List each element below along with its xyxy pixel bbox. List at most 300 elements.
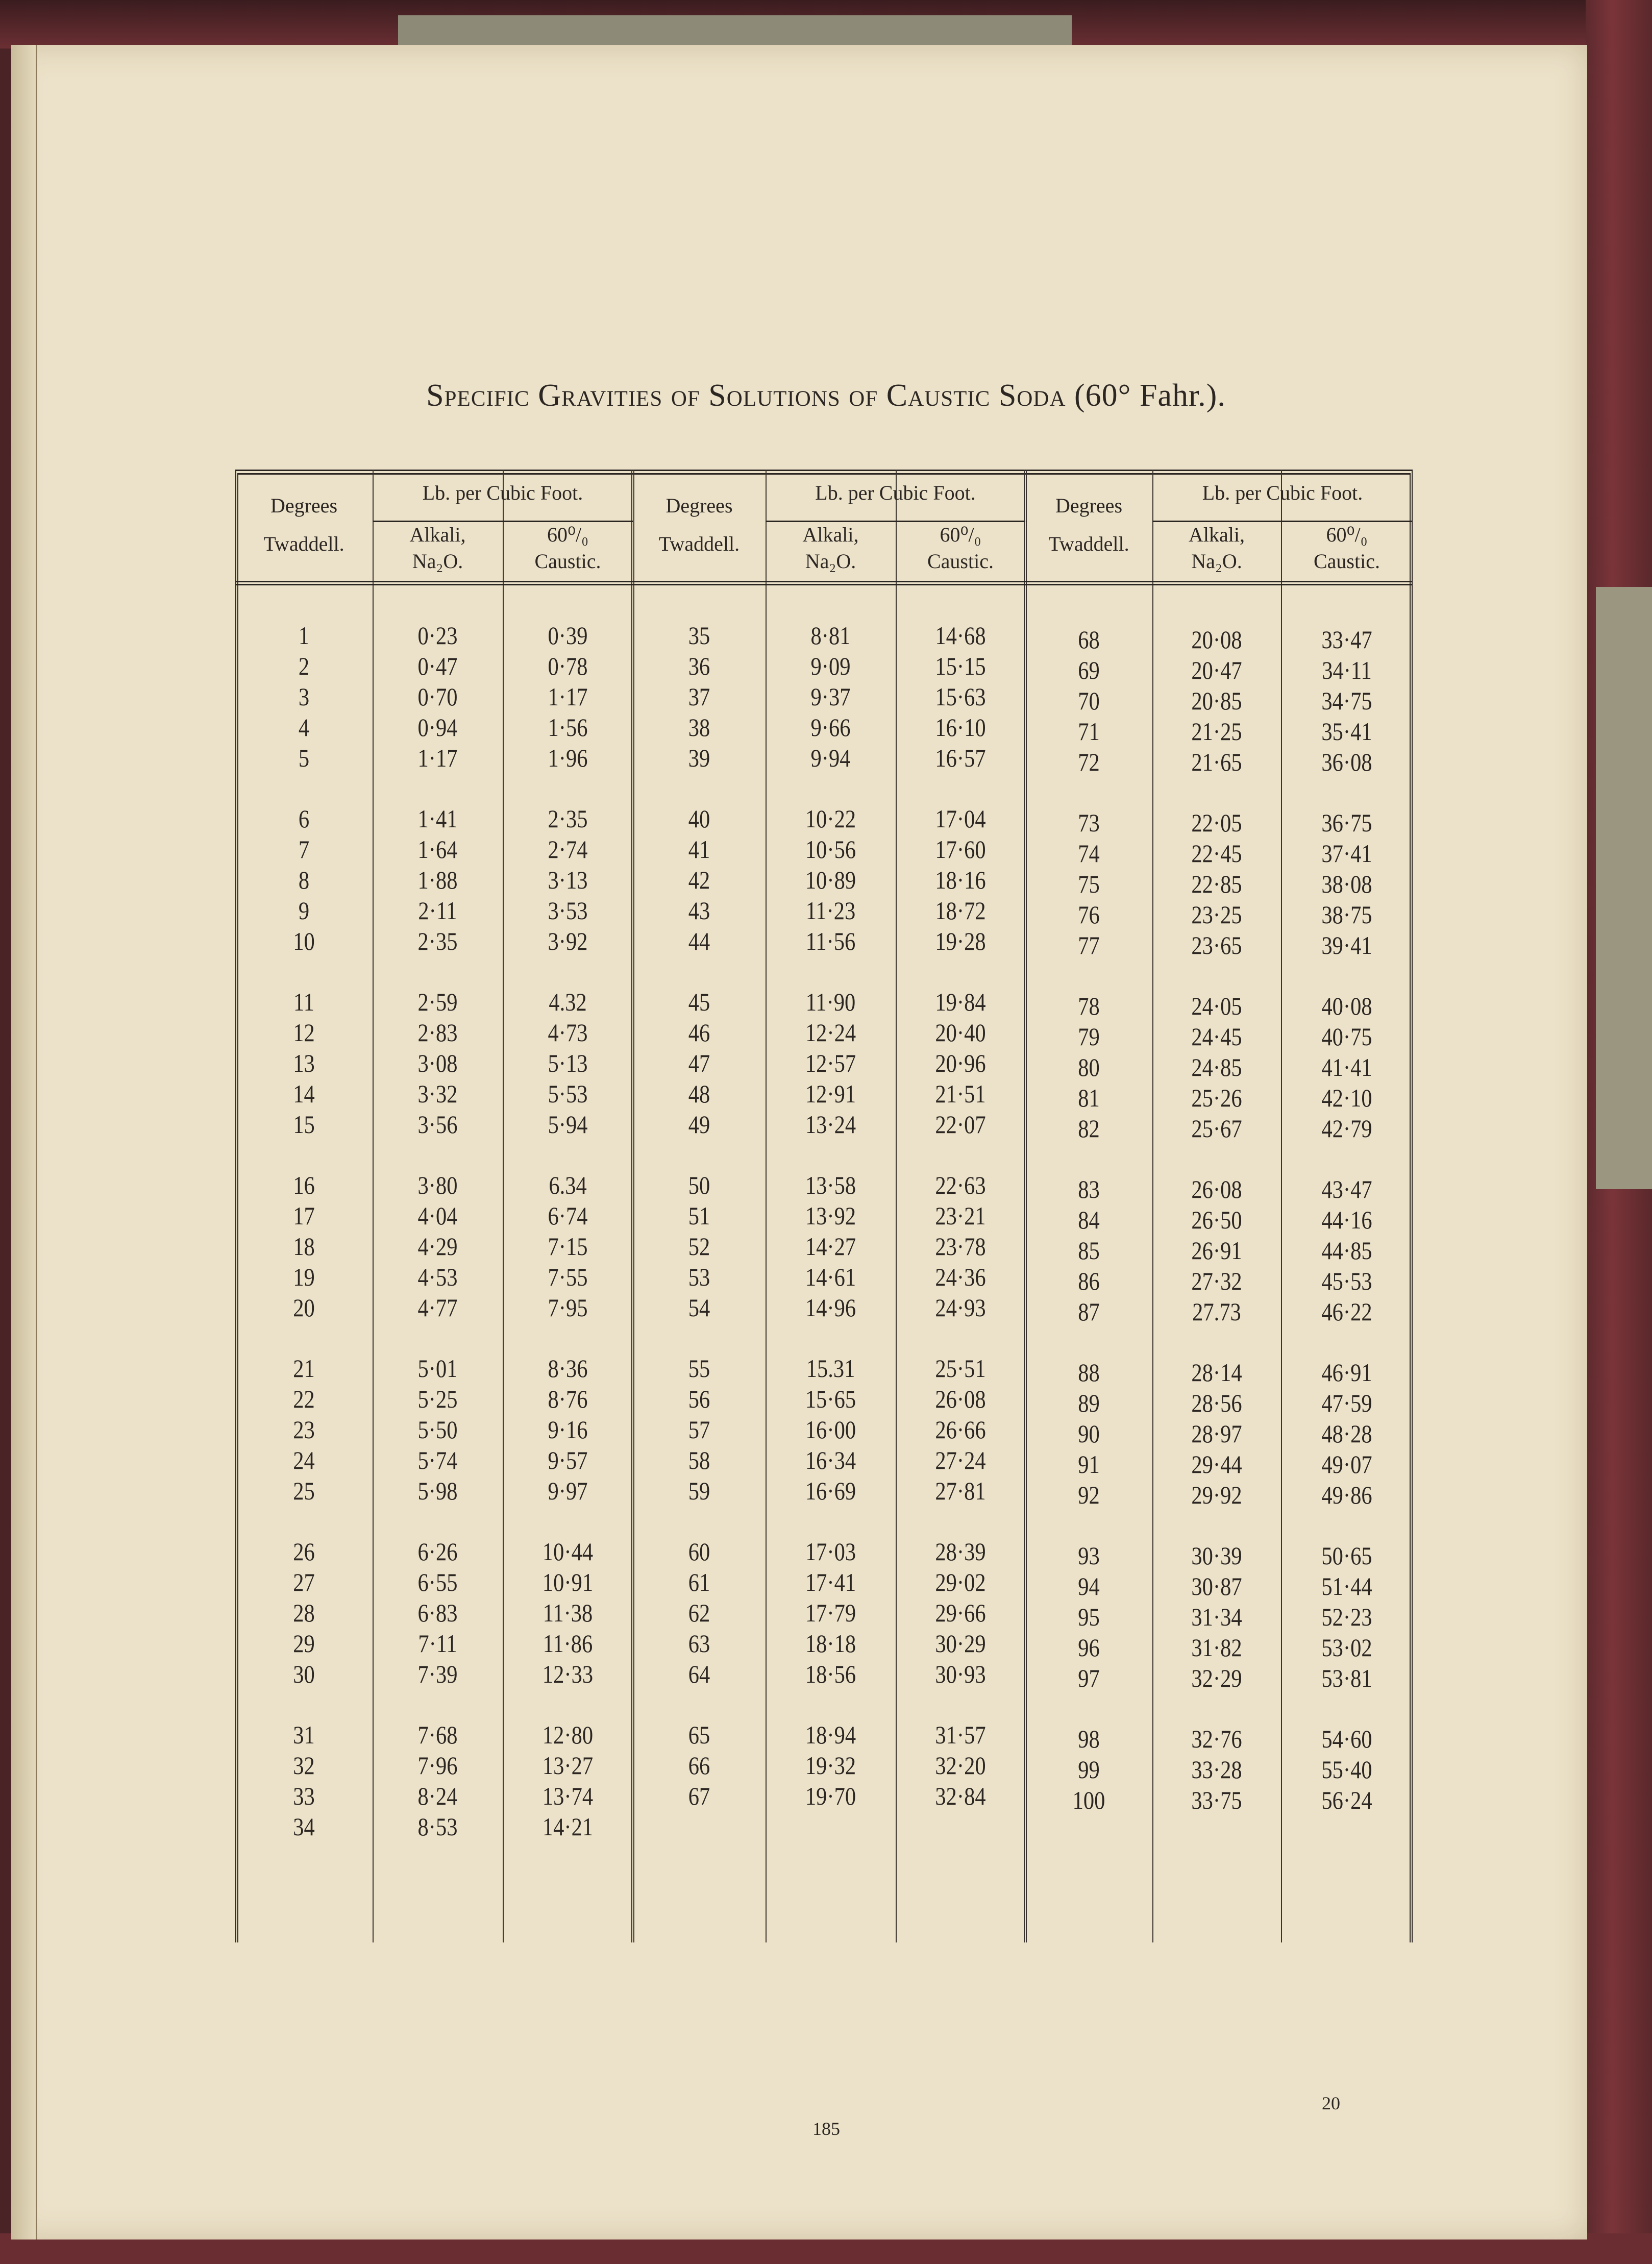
- alkali-na2o-cell: 5·98: [417, 1476, 458, 1505]
- alkali-na2o-cell: 16·34: [805, 1446, 856, 1474]
- degrees-twaddell-cell: 99: [1078, 1755, 1100, 1784]
- degrees-twaddell-cell: 21: [293, 1354, 315, 1383]
- alkali-na2o-cell: 27.73: [1192, 1297, 1241, 1326]
- caustic-60-cell: 43·47: [1321, 1175, 1372, 1203]
- title-main: Specific Gravities of Solutions of Caustic Soda: [426, 378, 1066, 413]
- alkali-na2o-cell: 9·94: [810, 744, 851, 772]
- caustic-60-cell: 16·10: [935, 713, 986, 742]
- caustic-60-cell: 22·63: [935, 1171, 986, 1199]
- caustic-60-cell: 42·10: [1321, 1084, 1372, 1112]
- caustic-60-cell: 5·13: [548, 1049, 588, 1077]
- alkali-na2o-cell: 0·94: [417, 713, 458, 742]
- degrees-twaddell-cell: 51: [688, 1201, 710, 1230]
- alkali-header: Alkali,: [409, 523, 466, 546]
- column-divider: [896, 470, 897, 1942]
- degrees-twaddell-cell: 9: [298, 896, 310, 925]
- degrees-twaddell-cell: 64: [688, 1660, 710, 1688]
- caustic-header: Caustic.: [1314, 550, 1380, 573]
- caustic-60-cell: 20·96: [935, 1049, 986, 1077]
- alkali-na2o-cell: 11·23: [805, 896, 856, 925]
- degrees-twaddell-cell: 80: [1078, 1053, 1100, 1081]
- caustic-60-cell: 26·66: [935, 1415, 986, 1444]
- degrees-twaddell-cell: 79: [1078, 1022, 1100, 1051]
- caustic-60-cell: 30·29: [935, 1629, 986, 1658]
- na2o-header: Na₂O.: [1191, 550, 1242, 573]
- alkali-na2o-cell: 0·47: [417, 652, 458, 680]
- alkali-na2o-cell: 11·56: [805, 927, 856, 955]
- caustic-60-cell: 31·57: [935, 1720, 986, 1749]
- na2o-header: Na₂O.: [805, 550, 856, 573]
- degrees-twaddell-cell: 47: [688, 1049, 710, 1077]
- alkali-na2o-cell: 21·25: [1191, 717, 1242, 746]
- degrees-twaddell-cell: 14: [293, 1079, 315, 1108]
- degrees-twaddell-cell: 68: [1078, 625, 1100, 654]
- alkali-na2o-cell: 28·14: [1191, 1358, 1242, 1387]
- caustic-60-cell: 4·73: [548, 1018, 588, 1047]
- caustic-60-cell: 4.32: [549, 988, 587, 1016]
- caustic-60-cell: 15·15: [935, 652, 986, 680]
- caustic-60-cell: 8·76: [548, 1385, 588, 1413]
- alkali-na2o-cell: 6·83: [417, 1598, 458, 1627]
- degrees-twaddell-cell: 75: [1078, 870, 1100, 898]
- alkali-na2o-cell: 3·08: [417, 1049, 458, 1077]
- degrees-twaddell-cell: 42: [688, 866, 710, 894]
- alkali-na2o-cell: 22·45: [1191, 839, 1242, 868]
- alkali-na2o-cell: 4·29: [417, 1232, 458, 1261]
- caustic-60-cell: 0·78: [548, 652, 588, 680]
- alkali-na2o-cell: 24·85: [1191, 1053, 1242, 1081]
- alkali-na2o-cell: 14·27: [805, 1232, 856, 1261]
- caustic-60-cell: 7·95: [548, 1293, 588, 1322]
- degrees-twaddell-cell: 24: [293, 1446, 315, 1474]
- column-divider: [1281, 470, 1282, 1942]
- caustic-60-cell: 49·86: [1321, 1481, 1372, 1509]
- page-title: [0, 378, 1652, 414]
- alkali-na2o-cell: 1·64: [417, 835, 458, 864]
- alkali-na2o-cell: 16·69: [805, 1476, 856, 1505]
- alkali-na2o-cell: 6·26: [417, 1537, 458, 1566]
- degrees-twaddell-cell: 82: [1078, 1114, 1100, 1143]
- degrees-twaddell-cell: 46: [688, 1018, 710, 1047]
- caustic-60-cell: 16·57: [935, 744, 986, 772]
- degrees-twaddell-cell: 20: [293, 1293, 315, 1322]
- degrees-twaddell-cell: 33: [293, 1782, 315, 1810]
- caustic-percent-header: 60⁰/₀: [547, 523, 589, 546]
- degrees-twaddell-cell: 4: [298, 713, 310, 742]
- alkali-na2o-cell: 30·39: [1191, 1541, 1242, 1570]
- degrees-header: Degrees: [1055, 494, 1123, 517]
- caustic-60-cell: 5·53: [548, 1079, 588, 1108]
- binding-tape-right: [1596, 587, 1652, 1189]
- degrees-twaddell-cell: 65: [688, 1720, 710, 1749]
- caustic-60-cell: 27·24: [935, 1446, 986, 1474]
- twaddell-header: Twaddell.: [263, 532, 344, 555]
- alkali-na2o-cell: 2·59: [417, 988, 458, 1016]
- degrees-twaddell-cell: 71: [1078, 717, 1100, 746]
- degrees-twaddell-cell: 53: [688, 1263, 710, 1291]
- degrees-twaddell-cell: 66: [688, 1751, 710, 1780]
- degrees-twaddell-cell: 77: [1078, 931, 1100, 959]
- column-divider: [503, 470, 504, 1942]
- column-divider: [1152, 470, 1153, 1942]
- degrees-twaddell-cell: 15: [293, 1110, 315, 1139]
- alkali-na2o-cell: 14·96: [805, 1293, 856, 1322]
- alkali-na2o-cell: 6·55: [417, 1568, 458, 1596]
- caustic-60-cell: 25·51: [935, 1354, 986, 1383]
- degrees-twaddell-cell: 34: [293, 1812, 315, 1841]
- caustic-60-cell: 7·15: [548, 1232, 588, 1261]
- alkali-na2o-cell: 25·26: [1191, 1084, 1242, 1112]
- alkali-na2o-cell: 22·85: [1191, 870, 1242, 898]
- alkali-na2o-cell: 19·32: [805, 1751, 856, 1780]
- caustic-60-cell: 41·41: [1321, 1053, 1372, 1081]
- degrees-twaddell-cell: 22: [293, 1385, 315, 1413]
- degrees-twaddell-cell: 37: [688, 682, 710, 711]
- caustic-60-cell: 50·65: [1321, 1541, 1372, 1570]
- caustic-60-cell: 55·40: [1321, 1755, 1372, 1784]
- alkali-na2o-cell: 26·91: [1191, 1236, 1242, 1265]
- degrees-twaddell-cell: 61: [688, 1568, 710, 1596]
- alkali-na2o-cell: 17·03: [805, 1537, 856, 1566]
- caustic-60-cell: 48·28: [1321, 1419, 1372, 1448]
- alkali-na2o-cell: 24·05: [1191, 992, 1242, 1020]
- caustic-60-cell: 10·91: [542, 1568, 594, 1596]
- degrees-twaddell-cell: 45: [688, 988, 710, 1016]
- degrees-twaddell-cell: 89: [1078, 1389, 1100, 1417]
- alkali-na2o-cell: 9·09: [810, 652, 851, 680]
- degrees-twaddell-cell: 92: [1078, 1481, 1100, 1509]
- alkali-na2o-cell: 13·92: [805, 1201, 856, 1230]
- alkali-na2o-cell: 7·68: [417, 1720, 458, 1749]
- degrees-header: Degrees: [270, 494, 338, 517]
- caustic-60-cell: 27·81: [935, 1476, 986, 1505]
- caustic-60-cell: 12·33: [542, 1660, 594, 1688]
- degrees-twaddell-cell: 88: [1078, 1358, 1100, 1387]
- caustic-60-cell: 8·36: [548, 1354, 588, 1383]
- degrees-twaddell-cell: 100: [1072, 1786, 1105, 1814]
- alkali-na2o-cell: 33·75: [1191, 1786, 1242, 1814]
- caustic-60-cell: 53·81: [1321, 1664, 1372, 1692]
- alkali-na2o-cell: 7·39: [417, 1660, 458, 1688]
- alkali-na2o-cell: 7·96: [417, 1751, 458, 1780]
- degrees-twaddell-cell: 63: [688, 1629, 710, 1658]
- alkali-na2o-cell: 25·67: [1191, 1114, 1242, 1143]
- degrees-twaddell-cell: 67: [688, 1782, 710, 1810]
- caustic-60-cell: 9·57: [548, 1446, 588, 1474]
- caustic-60-cell: 1·56: [548, 713, 588, 742]
- caustic-60-cell: 12·80: [542, 1720, 594, 1749]
- caustic-60-cell: 23·78: [935, 1232, 986, 1261]
- degrees-twaddell-cell: 1: [298, 621, 310, 650]
- caustic-60-cell: 34·75: [1321, 686, 1372, 715]
- caustic-header: Caustic.: [927, 550, 994, 573]
- caustic-60-cell: 3·92: [548, 927, 588, 955]
- degrees-twaddell-cell: 36: [688, 652, 710, 680]
- alkali-na2o-cell: 1·88: [417, 866, 458, 894]
- alkali-na2o-cell: 24·45: [1191, 1022, 1242, 1051]
- alkali-na2o-cell: 19·70: [805, 1782, 856, 1810]
- degrees-twaddell-cell: 85: [1078, 1236, 1100, 1265]
- caustic-60-cell: 2·35: [548, 804, 588, 833]
- degrees-twaddell-cell: 94: [1078, 1572, 1100, 1601]
- degrees-twaddell-cell: 78: [1078, 992, 1100, 1020]
- caustic-60-cell: 30·93: [935, 1660, 986, 1688]
- caustic-60-cell: 54·60: [1321, 1725, 1372, 1753]
- alkali-na2o-cell: 26·50: [1191, 1205, 1242, 1234]
- alkali-na2o-cell: 16·00: [805, 1415, 856, 1444]
- degrees-twaddell-cell: 29: [293, 1629, 315, 1658]
- degrees-twaddell-cell: 72: [1078, 748, 1100, 776]
- alkali-na2o-cell: 13·24: [805, 1110, 856, 1139]
- caustic-60-cell: 34·11: [1322, 656, 1372, 684]
- alkali-na2o-cell: 10·56: [805, 835, 856, 864]
- caustic-60-cell: 20·40: [935, 1018, 986, 1047]
- degrees-twaddell-cell: 81: [1078, 1084, 1100, 1112]
- caustic-header: Caustic.: [534, 550, 601, 573]
- degrees-twaddell-cell: 91: [1078, 1450, 1100, 1479]
- degrees-twaddell-cell: 87: [1078, 1297, 1100, 1326]
- alkali-na2o-cell: 20·47: [1191, 656, 1242, 684]
- caustic-60-cell: 2·74: [548, 835, 588, 864]
- alkali-na2o-cell: 12·24: [805, 1018, 856, 1047]
- degrees-twaddell-cell: 12: [293, 1018, 315, 1047]
- degrees-twaddell-cell: 84: [1078, 1205, 1100, 1234]
- degrees-twaddell-cell: 96: [1078, 1633, 1100, 1662]
- degrees-twaddell-cell: 40: [688, 804, 710, 833]
- degrees-twaddell-cell: 58: [688, 1446, 710, 1474]
- alkali-na2o-cell: 29·92: [1191, 1481, 1242, 1509]
- alkali-na2o-cell: 33·28: [1191, 1755, 1242, 1784]
- degrees-twaddell-cell: 56: [688, 1385, 710, 1413]
- caustic-60-cell: 36·75: [1321, 808, 1372, 837]
- alkali-na2o-cell: 10·22: [805, 804, 856, 833]
- alkali-na2o-cell: 29·44: [1191, 1450, 1242, 1479]
- caustic-60-cell: 35·41: [1321, 717, 1372, 746]
- alkali-na2o-cell: 2·11: [418, 896, 457, 925]
- alkali-na2o-cell: 8·81: [810, 621, 851, 650]
- column-divider: [373, 470, 374, 1942]
- caustic-60-cell: 39·41: [1321, 931, 1372, 959]
- caustic-60-cell: 56·24: [1321, 1786, 1372, 1814]
- alkali-na2o-cell: 5·01: [417, 1354, 458, 1383]
- twaddell-header: Twaddell.: [1048, 532, 1129, 555]
- alkali-na2o-cell: 2·35: [417, 927, 458, 955]
- alkali-na2o-cell: 11·90: [805, 988, 856, 1016]
- caustic-60-cell: 7·55: [548, 1263, 588, 1291]
- degrees-twaddell-cell: 69: [1078, 656, 1100, 684]
- caustic-60-cell: 22·07: [935, 1110, 986, 1139]
- alkali-na2o-cell: 2·83: [417, 1018, 458, 1047]
- caustic-60-cell: 38·75: [1321, 900, 1372, 929]
- caustic-60-cell: 9·97: [548, 1476, 588, 1505]
- degrees-twaddell-cell: 54: [688, 1293, 710, 1322]
- alkali-na2o-cell: 30·87: [1191, 1572, 1242, 1601]
- degrees-twaddell-cell: 97: [1078, 1664, 1100, 1692]
- caustic-60-cell: 23·21: [935, 1201, 986, 1230]
- alkali-na2o-cell: 18·94: [805, 1720, 856, 1749]
- degrees-twaddell-cell: 8: [298, 866, 310, 894]
- caustic-60-cell: 29·02: [935, 1568, 986, 1596]
- caustic-60-cell: 42·79: [1321, 1114, 1372, 1143]
- caustic-60-cell: 46·91: [1321, 1358, 1372, 1387]
- degrees-twaddell-cell: 27: [293, 1568, 315, 1596]
- alkali-na2o-cell: 4·53: [417, 1263, 458, 1291]
- caustic-60-cell: 52·23: [1321, 1603, 1372, 1631]
- na2o-header: Na₂O.: [412, 550, 463, 573]
- degrees-twaddell-cell: 26: [293, 1537, 315, 1566]
- degrees-twaddell-cell: 39: [688, 744, 710, 772]
- degrees-twaddell-cell: 7: [298, 835, 310, 864]
- caustic-60-cell: 11·86: [543, 1629, 593, 1658]
- caustic-60-cell: 15·63: [935, 682, 986, 711]
- alkali-na2o-cell: 4·77: [417, 1293, 458, 1322]
- alkali-na2o-cell: 0·23: [417, 621, 458, 650]
- lb-per-cubic-foot-header: Lb. per Cubic Foot.: [1202, 481, 1363, 504]
- caustic-60-cell: 6·74: [548, 1201, 588, 1230]
- degrees-twaddell-cell: 86: [1078, 1267, 1100, 1295]
- caustic-60-cell: 26·08: [935, 1385, 986, 1413]
- degrees-twaddell-cell: 57: [688, 1415, 710, 1444]
- degrees-twaddell-cell: 5: [298, 744, 310, 772]
- caustic-60-cell: 53·02: [1321, 1633, 1372, 1662]
- caustic-60-cell: 44·85: [1321, 1236, 1372, 1265]
- caustic-60-cell: 49·07: [1321, 1450, 1372, 1479]
- degrees-twaddell-cell: 43: [688, 896, 710, 925]
- caustic-60-cell: 51·44: [1321, 1572, 1372, 1601]
- degrees-twaddell-cell: 50: [688, 1171, 710, 1199]
- alkali-na2o-cell: 1·17: [417, 744, 458, 772]
- degrees-twaddell-cell: 23: [293, 1415, 315, 1444]
- column-divider: [766, 470, 767, 1942]
- caustic-60-cell: 13·27: [542, 1751, 594, 1780]
- degrees-twaddell-cell: 25: [293, 1476, 315, 1505]
- caustic-60-cell: 0·39: [548, 621, 588, 650]
- alkali-header: Alkali,: [802, 523, 859, 546]
- caustic-60-cell: 21·51: [935, 1079, 986, 1108]
- degrees-twaddell-cell: 31: [293, 1720, 315, 1749]
- alkali-na2o-cell: 10·89: [805, 866, 856, 894]
- caustic-60-cell: 36·08: [1321, 748, 1372, 776]
- alkali-na2o-cell: 18·18: [805, 1629, 856, 1658]
- alkali-na2o-cell: 9·66: [810, 713, 851, 742]
- alkali-na2o-cell: 18·56: [805, 1660, 856, 1688]
- caustic-60-cell: 1·17: [548, 682, 588, 711]
- alkali-na2o-cell: 15.31: [806, 1354, 855, 1383]
- degrees-twaddell-cell: 55: [688, 1354, 710, 1383]
- caustic-60-cell: 38·08: [1321, 870, 1372, 898]
- degrees-twaddell-cell: 52: [688, 1232, 710, 1261]
- degrees-twaddell-cell: 13: [293, 1049, 315, 1077]
- caustic-60-cell: 33·47: [1321, 625, 1372, 654]
- degrees-twaddell-cell: 60: [688, 1537, 710, 1566]
- caustic-60-cell: 11·38: [543, 1598, 593, 1627]
- caustic-60-cell: 47·59: [1321, 1389, 1372, 1417]
- caustic-percent-header: 60⁰/₀: [940, 523, 981, 546]
- degrees-twaddell-cell: 62: [688, 1598, 710, 1627]
- alkali-na2o-cell: 7·11: [418, 1629, 457, 1658]
- alkali-na2o-cell: 12·57: [805, 1049, 856, 1077]
- degrees-twaddell-cell: 38: [688, 713, 710, 742]
- alkali-na2o-cell: 32·29: [1191, 1664, 1242, 1692]
- degrees-twaddell-cell: 44: [688, 927, 710, 955]
- caustic-60-cell: 14·21: [542, 1812, 594, 1841]
- alkali-na2o-cell: 3·80: [417, 1171, 458, 1199]
- degrees-twaddell-cell: 19: [293, 1263, 315, 1291]
- alkali-na2o-cell: 0·70: [417, 682, 458, 711]
- caustic-60-cell: 40·08: [1321, 992, 1372, 1020]
- header-rule: [235, 581, 1413, 585]
- alkali-na2o-cell: 32·76: [1191, 1725, 1242, 1753]
- degrees-twaddell-cell: 41: [688, 835, 710, 864]
- degrees-twaddell-cell: 16: [293, 1171, 315, 1199]
- degrees-twaddell-cell: 49: [688, 1110, 710, 1139]
- page-number: 185: [812, 2119, 840, 2139]
- degrees-twaddell-cell: 32: [293, 1751, 315, 1780]
- caustic-60-cell: 17·04: [935, 804, 986, 833]
- alkali-na2o-cell: 4·04: [417, 1201, 458, 1230]
- alkali-na2o-cell: 9·37: [810, 682, 851, 711]
- alkali-na2o-cell: 5·25: [417, 1385, 458, 1413]
- degrees-twaddell-cell: 90: [1078, 1419, 1100, 1448]
- alkali-na2o-cell: 23·25: [1191, 900, 1242, 929]
- caustic-60-cell: 18·16: [935, 866, 986, 894]
- caustic-60-cell: 3·13: [548, 866, 588, 894]
- degrees-twaddell-cell: 17: [293, 1201, 315, 1230]
- caustic-60-cell: 17·60: [935, 835, 986, 864]
- lb-per-cubic-foot-header: Lb. per Cubic Foot.: [815, 481, 976, 504]
- alkali-na2o-cell: 12·91: [805, 1079, 856, 1108]
- alkali-na2o-cell: 23·65: [1191, 931, 1242, 959]
- section-divider: [1024, 470, 1027, 1942]
- caustic-60-cell: 13·74: [542, 1782, 594, 1810]
- alkali-na2o-cell: 22·05: [1191, 808, 1242, 837]
- caustic-60-cell: 18·72: [935, 896, 986, 925]
- caustic-60-cell: 6.34: [549, 1171, 587, 1199]
- caustic-60-cell: 14·68: [935, 621, 986, 650]
- caustic-60-cell: 1·96: [548, 744, 588, 772]
- alkali-na2o-cell: 15·65: [805, 1385, 856, 1413]
- alkali-na2o-cell: 8·24: [417, 1782, 458, 1810]
- degrees-twaddell-cell: 3: [298, 682, 310, 711]
- caustic-60-cell: 40·75: [1321, 1022, 1372, 1051]
- degrees-twaddell-cell: 18: [293, 1232, 315, 1261]
- alkali-na2o-cell: 1·41: [417, 804, 458, 833]
- alkali-na2o-cell: 3·32: [417, 1079, 458, 1108]
- alkali-na2o-cell: 5·74: [417, 1446, 458, 1474]
- degrees-twaddell-cell: 35: [688, 621, 710, 650]
- caustic-60-cell: 44·16: [1321, 1205, 1372, 1234]
- caustic-60-cell: 10·44: [542, 1537, 594, 1566]
- twaddell-header: Twaddell.: [658, 532, 740, 555]
- alkali-na2o-cell: 8·53: [417, 1812, 458, 1841]
- caustic-60-cell: 37·41: [1321, 839, 1372, 868]
- alkali-na2o-cell: 26·08: [1191, 1175, 1242, 1203]
- degrees-twaddell-cell: 11: [293, 988, 314, 1016]
- degrees-header: Degrees: [665, 494, 733, 517]
- degrees-twaddell-cell: 83: [1078, 1175, 1100, 1203]
- alkali-na2o-cell: 3·56: [417, 1110, 458, 1139]
- lb-per-cubic-foot-header: Lb. per Cubic Foot.: [422, 481, 583, 504]
- degrees-twaddell-cell: 10: [293, 927, 315, 955]
- degrees-twaddell-cell: 74: [1078, 839, 1100, 868]
- alkali-na2o-cell: 21·65: [1191, 748, 1242, 776]
- caustic-60-cell: 3·53: [548, 896, 588, 925]
- caustic-60-cell: 29·66: [935, 1598, 986, 1627]
- page-gutter: [11, 45, 37, 2240]
- caustic-60-cell: 5·94: [548, 1110, 588, 1139]
- alkali-na2o-cell: 17·79: [805, 1598, 856, 1627]
- degrees-twaddell-cell: 6: [298, 804, 310, 833]
